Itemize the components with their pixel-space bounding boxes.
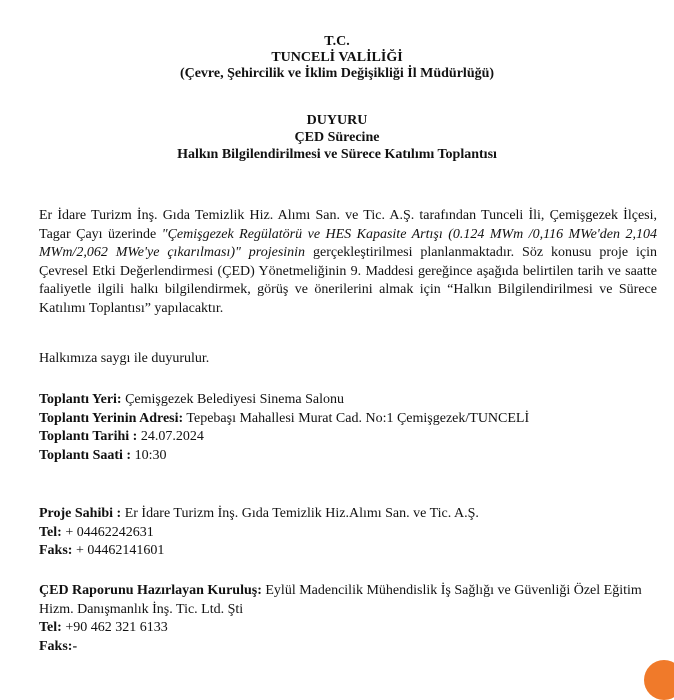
preparer-value: Eylül Madencilik Mühendislik İş Sağlığı ve Güvenliği Özel Eğitim Hizm. Danışmanlık İnş. Tic. Ltd. Şti — [39, 583, 642, 617]
announcement-title-block — [0, 112, 674, 163]
project-owner-block — [39, 505, 657, 561]
owner-label: Proje Sahibi : — [39, 506, 122, 521]
meeting-date-row — [39, 428, 657, 447]
preparer-row — [39, 582, 657, 619]
preparer-label: ÇED Raporunu Hazırlayan Kuruluş: — [39, 583, 262, 598]
preparer-tel-label: Tel: — [39, 620, 62, 636]
owner-value: Er İdare Turizm İnş. Gıda Temizlik Hiz.Alımı San. ve Tic. A.Ş. — [121, 506, 479, 521]
meeting-time-value: 10:30 — [131, 447, 167, 463]
meeting-place-label: Toplantı Yeri: — [39, 392, 122, 407]
announcement-subtitle: ÇED Sürecine — [294, 130, 380, 145]
greeting: Halkımıza saygı ile duyurulur. — [39, 351, 210, 366]
owner-fax-value: + 04462141601 — [72, 543, 165, 559]
meeting-details — [39, 391, 657, 465]
preparer-fax-row — [39, 638, 657, 657]
announcement-subtitle-2: Halkın Bilgilendirilmesi ve Sürece Katılımı Toplantısı — [177, 147, 497, 162]
owner-fax-label: Faks: — [39, 543, 73, 559]
header-line-directorate: (Çevre, Şehircilik ve İklim Değişikliği İl Müdürlüğü) — [179, 66, 495, 81]
preparer-tel-value: +90 462 321 6133 — [61, 620, 168, 636]
meeting-place-row — [39, 391, 657, 410]
corner-mark — [644, 660, 674, 700]
header-line-tc: T.C. — [324, 34, 350, 49]
issuer-header — [0, 34, 674, 82]
meeting-date-label: Toplantı Tarihi : — [39, 429, 138, 445]
preparer-fax-label: Faks:- — [39, 638, 78, 654]
meeting-address-label: Toplantı Yerinin Adresi: — [39, 410, 184, 426]
meeting-place-value: Çemişgezek Belediyesi Sinema Salonu — [121, 392, 344, 407]
owner-tel-label: Tel: — [39, 524, 62, 540]
owner-tel-value: + 04462242631 — [61, 524, 154, 540]
body-part-2: gerçekleştirilmesi planlanmaktadır. Söz konusu proje için Çevresel Etki Değerlendirmesi (ÇED) Yönetmeliğinin 9. Maddesi gereğince aşağıda belirtilen tarih ve saatte faaliyetle ilgili halkı bilgilendirmek, görüş ve önerilerini almak için “Halkın Bilgilendirilmesi ve Sürece Katılımı Toplantısı” yapılacaktır. — [39, 245, 658, 316]
meeting-address-row — [39, 410, 657, 429]
preparer-tel-row — [39, 619, 657, 638]
report-preparer-block — [39, 582, 657, 656]
meeting-time-row — [39, 447, 657, 466]
owner-fax-row — [39, 542, 657, 561]
announcement-body — [39, 207, 657, 319]
owner-row — [39, 505, 657, 524]
meeting-time-label: Toplantı Saati : — [39, 447, 132, 463]
header-line-governorship: TUNCELİ VALİLİĞİ — [271, 50, 403, 65]
meeting-address-value: Tepebaşı Mahallesi Murat Cad. No:1 Çemişgezek/TUNCELİ — [183, 410, 530, 426]
meeting-date-value: 24.07.2024 — [137, 429, 204, 445]
project-name: "Çemişgezek Regülatörü ve HES Kapasite Artışı (0.124 MWm /0,116 MWe'den 2,104 MWm/2,062 MWe'ye çıkarılması)" projesinin — [39, 226, 657, 261]
owner-tel-row — [39, 524, 657, 543]
announcement-title: DUYURU — [306, 113, 368, 128]
body-part-1: Er İdare Turizm İnş. Gıda Temizlik Hiz. Alımı San. ve Tic. A.Ş. tarafından Tunceli İli, Çemişgezek İlçesi, Tagar Çayı üzerinde — [39, 208, 657, 242]
